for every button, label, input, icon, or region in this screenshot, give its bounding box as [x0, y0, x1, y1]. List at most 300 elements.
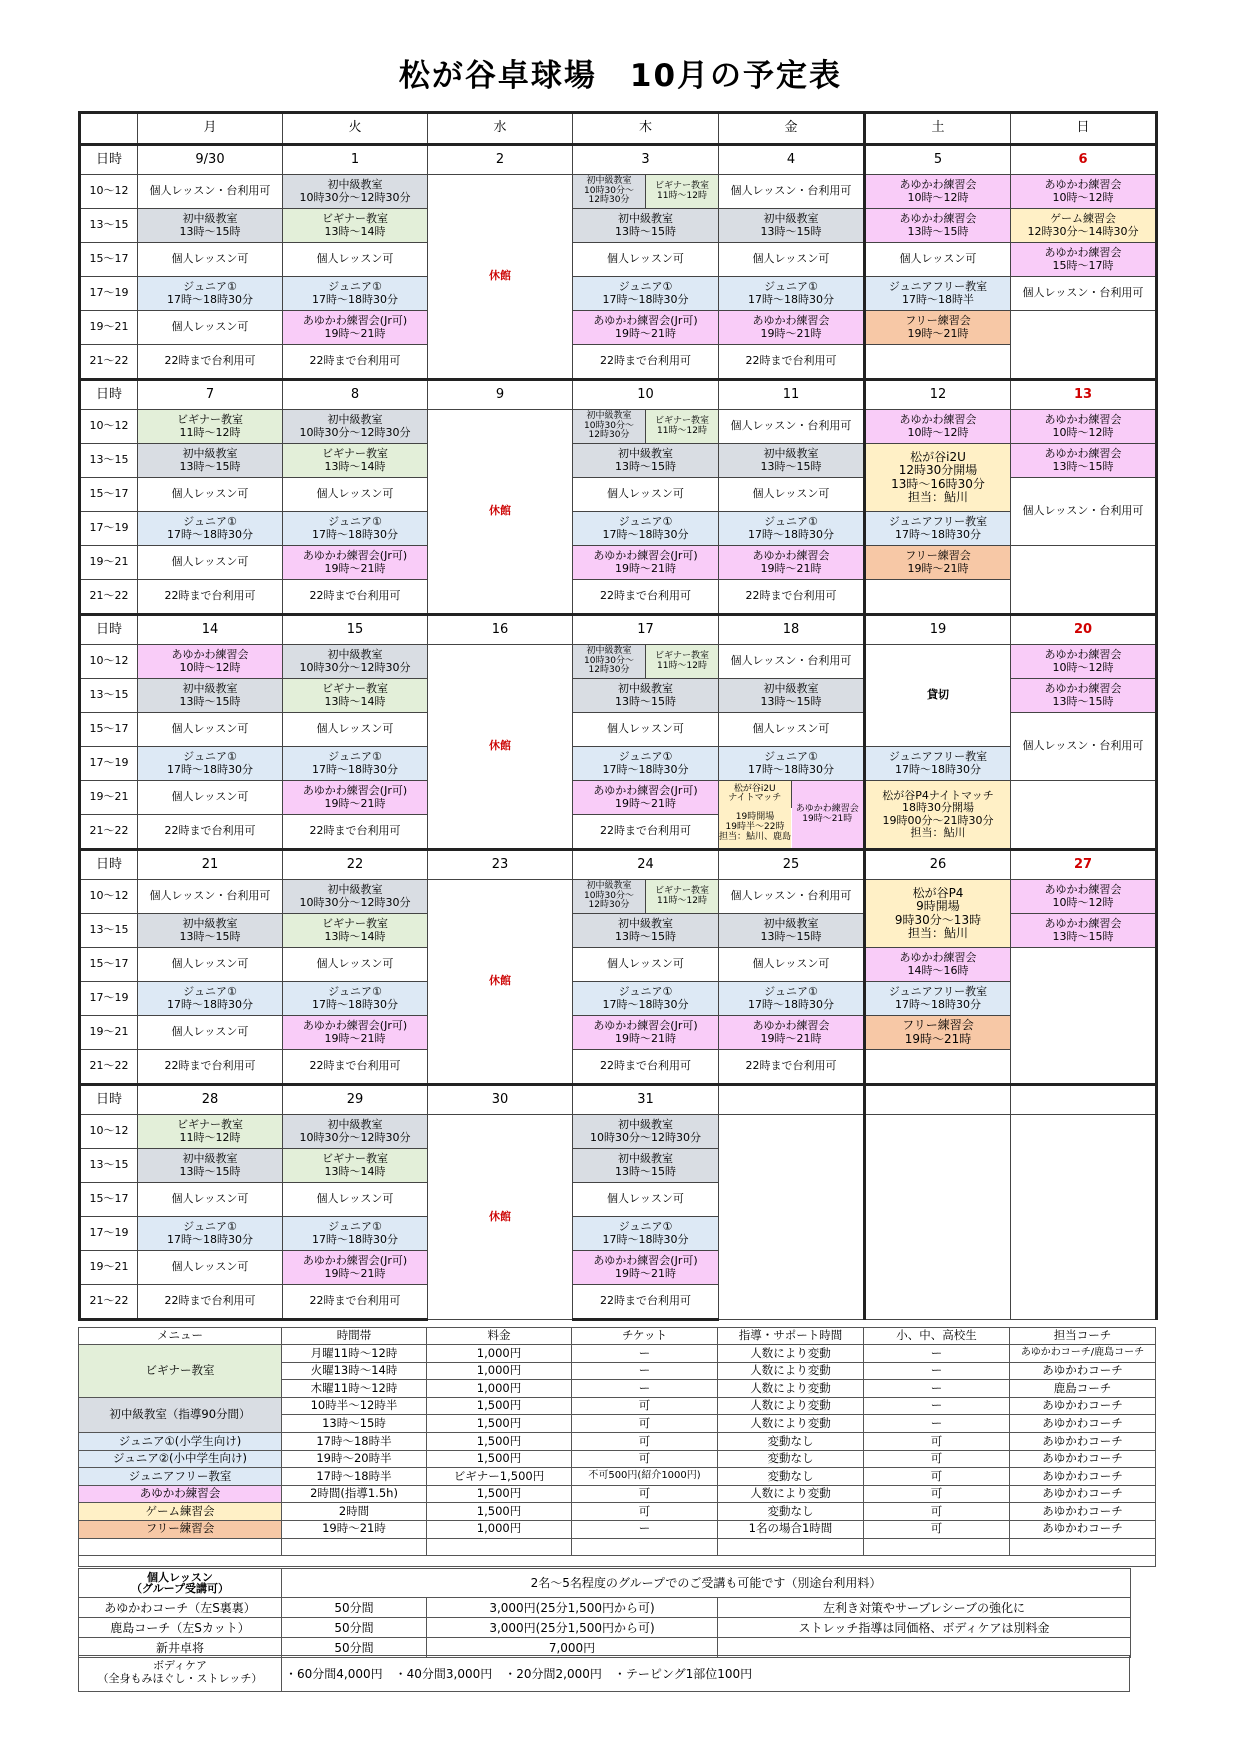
menu-student-cell: 可: [864, 1503, 1010, 1521]
menu-name-cell: ビギナー教室: [79, 1345, 282, 1398]
menu-coach-cell: あゆかわコーチ: [1010, 1397, 1156, 1415]
menu-header: メニュー: [79, 1328, 282, 1345]
time-slot-label: 15～17: [80, 713, 138, 747]
fri-cell: 個人レッスン・台利用可: [719, 645, 865, 679]
thu-beginner-cell: ビギナー教室 11時～12時: [646, 645, 719, 678]
date-cell: 12: [865, 380, 1011, 410]
date-cell: [1011, 1085, 1157, 1115]
mon-cell: 22時まで台利用可: [138, 345, 283, 380]
menu-student-cell: 可: [864, 1468, 1010, 1486]
time-slot-label: 17～19: [80, 512, 138, 546]
fri-cell: ジュニア① 17時～18時30分: [719, 277, 865, 311]
menu-fee-cell: 1,000円: [427, 1520, 572, 1538]
fri-cell: あゆかわ練習会 19時～21時: [719, 1016, 865, 1050]
tue-cell: ジュニア① 17時～18時30分: [283, 1217, 428, 1251]
menu-support-cell: 変動なし: [718, 1432, 864, 1450]
mon-cell: ジュニア① 17時～18時30分: [138, 1217, 283, 1251]
bodycare-items: ・60分間4,000円 ・40分間3,000円 ・20分間2,000円 ・テーピング1部位100円: [285, 1667, 753, 1681]
time-slot-label: 21～22: [80, 345, 138, 380]
thu-cell: 初中級教室 10時30分～12時30分: [573, 1115, 719, 1149]
menu-support-cell: 変動なし: [718, 1503, 864, 1521]
day-header: 金: [719, 113, 865, 145]
mon-cell: 22時まで台利用可: [138, 1285, 283, 1320]
sun-cell: 個人レッスン・台利用可: [1011, 277, 1157, 311]
mon-cell: 初中級教室 13時～15時: [138, 1149, 283, 1183]
thu-shochu-cell: 初中級教室 10時30分～ 12時30分: [573, 175, 646, 208]
sat-cell: あゆかわ練習会 10時～12時: [865, 175, 1011, 209]
tue-cell: 初中級教室 10時30分～12時30分: [283, 880, 428, 914]
tue-cell: ビギナー教室 13時～14時: [283, 914, 428, 948]
mon-cell: 個人レッスン可: [138, 478, 283, 512]
thu-cell: ジュニア① 17時～18時30分: [573, 982, 719, 1016]
menu-time-cell: 13時～15時: [282, 1415, 427, 1433]
date-cell: 29: [283, 1085, 428, 1115]
date-cell: 10: [573, 380, 719, 410]
time-slot-label: 19～21: [80, 1251, 138, 1285]
sun-cell: ゲーム練習会 12時30分～14時30分: [1011, 209, 1157, 243]
mon-cell: 個人レッスン可: [138, 781, 283, 815]
tue-cell: ジュニア① 17時～18時30分: [283, 747, 428, 781]
sat-cell: ジュニアフリー教室 17時～18時半: [865, 277, 1011, 311]
time-slot-label: 13～15: [80, 209, 138, 243]
menu-time-cell: 17時～18時半: [282, 1468, 427, 1486]
time-slot-label: 15～17: [80, 478, 138, 512]
menu-ticket-cell: ー: [572, 1362, 718, 1380]
menu-fee-cell: 1,500円: [427, 1415, 572, 1433]
sun-cell: あゆかわ練習会 10時～12時: [1011, 880, 1157, 914]
menu-fee-cell: 1,500円: [427, 1432, 572, 1450]
sat-empty-cell: [865, 1050, 1011, 1085]
menu-coach-cell: あゆかわコーチ: [1010, 1468, 1156, 1486]
mon-cell: ジュニア① 17時～18時30分: [138, 747, 283, 781]
mon-cell: 初中級教室 13時～15時: [138, 914, 283, 948]
thu-cell: あゆかわ練習会(Jr可) 19時～21時: [573, 546, 719, 580]
time-slot-label: 21～22: [80, 1285, 138, 1320]
mon-cell: 22時まで台利用可: [138, 1050, 283, 1085]
fri-cell: あゆかわ練習会 19時～21時: [719, 546, 865, 580]
fri-night-cell: [719, 781, 865, 850]
menu-ticket-cell: 可: [572, 1432, 718, 1450]
sat-empty-cell: [865, 1115, 1011, 1320]
time-slot-label: 15～17: [80, 948, 138, 982]
menu-support-cell: 変動なし: [718, 1450, 864, 1468]
menu-fee-cell: 1,000円: [427, 1362, 572, 1380]
time-slot-label: 19～21: [80, 1016, 138, 1050]
menu-student-cell: ー: [864, 1345, 1010, 1363]
tue-cell: 個人レッスン可: [283, 478, 428, 512]
lesson-fee-cell: 3,000円(25分1,500円から可): [427, 1598, 718, 1618]
date-cell: 9/30: [138, 145, 283, 175]
menu-fee-cell: 1,500円: [427, 1503, 572, 1521]
wed-closed-cell: 休館: [428, 645, 573, 850]
time-slot-label: 21～22: [80, 1050, 138, 1085]
date-cell: 19: [865, 615, 1011, 645]
day-header: 木: [573, 113, 719, 145]
thu-cell: 22時まで台利用可: [573, 580, 719, 615]
private-lesson-table: [78, 1568, 1131, 1658]
date-cell: 14: [138, 615, 283, 645]
thu-cell: あゆかわ練習会(Jr可) 19時～21時: [573, 1251, 719, 1285]
fri-cell: 個人レッスン・台利用可: [719, 410, 865, 444]
menu-student-cell: 可: [864, 1432, 1010, 1450]
time-slot-label: 19～21: [80, 546, 138, 580]
thu-cell: 個人レッスン可: [573, 243, 719, 277]
mon-cell: 個人レッスン可: [138, 713, 283, 747]
menu-empty-cell: [864, 1538, 1010, 1556]
lesson-fee-cell: 7,000円: [427, 1638, 718, 1658]
date-cell: 13: [1011, 380, 1157, 410]
tue-cell: 22時まで台利用可: [283, 580, 428, 615]
tue-cell: あゆかわ練習会(Jr可) 19時～21時: [283, 781, 428, 815]
thu-shochu-cell: 初中級教室 10時30分～ 12時30分: [573, 645, 646, 678]
mon-cell: 個人レッスン可: [138, 1251, 283, 1285]
time-slot-label: 10～12: [80, 410, 138, 444]
thu-beginner-cell: ビギナー教室 11時～12時: [646, 175, 719, 208]
thu-cell: 個人レッスン可: [573, 1183, 719, 1217]
date-cell: 28: [138, 1085, 283, 1115]
mon-cell: ビギナー教室 11時～12時: [138, 1115, 283, 1149]
thu-beginner-cell: ビギナー教室 11時～12時: [646, 410, 719, 443]
sat-cell: あゆかわ練習会 10時～12時: [865, 410, 1011, 444]
time-slot-label: 15～17: [80, 243, 138, 277]
date-cell: 25: [719, 850, 865, 880]
date-cell: 24: [573, 850, 719, 880]
lesson-note-cell: 2名～5名程度のグループでのご受講も可能です（別途台利用料）: [282, 1569, 1131, 1598]
sun-cell: あゆかわ練習会 10時～12時: [1011, 410, 1157, 444]
menu-student-cell: ー: [864, 1380, 1010, 1398]
sun-cell: あゆかわ練習会 13時～15時: [1011, 444, 1157, 478]
time-slot-label: 10～12: [80, 175, 138, 209]
fri-cell: 初中級教室 13時～15時: [719, 209, 865, 243]
menu-time-cell: 月曜11時～12時: [282, 1345, 427, 1363]
i2u-night-details-cell: 19時開場 19時半～22時 担当：鮎川、鹿島: [719, 808, 791, 848]
menu-name-cell: ジュニア②(小中学生向け): [79, 1450, 282, 1468]
thu-cell: 個人レッスン可: [573, 713, 719, 747]
date-cell: 17: [573, 615, 719, 645]
menu-coach-cell: あゆかわコーチ: [1010, 1432, 1156, 1450]
fri-cell: 22時まで台利用可: [719, 1050, 865, 1085]
thu-cell: 初中級教室 13時～15時: [573, 679, 719, 713]
menu-time-cell: 2時間: [282, 1503, 427, 1521]
menu-coach-cell: あゆかわコーチ: [1010, 1450, 1156, 1468]
sat-cell: ジュニアフリー教室 17時～18時30分: [865, 512, 1011, 546]
time-slot-label: 10～12: [80, 1115, 138, 1149]
menu-fee-cell: 1,500円: [427, 1450, 572, 1468]
sat-p4-cell: 松が谷P4 9時開場 9時30分～13時 担当：鮎川: [865, 880, 1011, 948]
menu-coach-cell: あゆかわコーチ: [1010, 1503, 1156, 1521]
tue-cell: 22時まで台利用可: [283, 1285, 428, 1320]
thu-cell: 初中級教室 13時～15時: [573, 209, 719, 243]
sun-cell: 個人レッスン・台利用可: [1011, 478, 1157, 546]
menu-ticket-cell: 可: [572, 1397, 718, 1415]
tue-cell: ビギナー教室 13時～14時: [283, 1149, 428, 1183]
tue-cell: あゆかわ練習会(Jr可) 19時～21時: [283, 1251, 428, 1285]
time-slot-label: 10～12: [80, 645, 138, 679]
tue-cell: 初中級教室 10時30分～12時30分: [283, 175, 428, 209]
thu-cell: 個人レッスン可: [573, 478, 719, 512]
menu-student-cell: 可: [864, 1485, 1010, 1503]
corner-cell: [80, 113, 138, 145]
menu-support-cell: 人数により変動: [718, 1380, 864, 1398]
menu-fee-cell: 1,500円: [427, 1485, 572, 1503]
fri-cell: 個人レッスン可: [719, 948, 865, 982]
sat-empty-cell: [865, 345, 1011, 380]
date-cell: 3: [573, 145, 719, 175]
time-slot-label: 13～15: [80, 1149, 138, 1183]
menu-student-cell: ー: [864, 1415, 1010, 1433]
time-slot-label: 13～15: [80, 444, 138, 478]
tue-cell: 個人レッスン可: [283, 713, 428, 747]
mon-cell: 個人レッスン可: [138, 948, 283, 982]
menu-empty-cell: [427, 1538, 572, 1556]
page-title: 松が谷卓球場 10月の予定表: [398, 58, 843, 94]
menu-time-cell: 19時～21時: [282, 1520, 427, 1538]
thu-split-cell: [573, 175, 719, 209]
fri-cell: 個人レッスン可: [719, 713, 865, 747]
thu-cell: 初中級教室 13時～15時: [573, 1149, 719, 1183]
menu-header: 時間帯: [282, 1328, 427, 1345]
menu-ticket-cell: 可: [572, 1503, 718, 1521]
time-slot-label: 17～19: [80, 982, 138, 1016]
menu-student-cell: 可: [864, 1450, 1010, 1468]
sat-cell: 個人レッスン可: [865, 243, 1011, 277]
sat-p4-night-cell: 松が谷P4ナイトマッチ 18時30分開場 19時00分～21時30分 担当：鮎川: [865, 781, 1011, 850]
sat-cell: ジュニアフリー教室 17時～18時30分: [865, 747, 1011, 781]
menu-time-cell: 10時半～12時半: [282, 1397, 427, 1415]
date-cell: 21: [138, 850, 283, 880]
thu-split-cell: [573, 410, 719, 444]
lesson-coach-cell: 新井卓将: [79, 1638, 282, 1658]
sun-cell: 個人レッスン・台利用可: [1011, 713, 1157, 781]
bodycare-row: [78, 1655, 1130, 1692]
sat-cell: フリー練習会 19時～21時: [865, 311, 1011, 345]
tue-cell: 初中級教室 10時30分～12時30分: [283, 1115, 428, 1149]
thu-cell: 初中級教室 13時～15時: [573, 444, 719, 478]
thu-cell: 初中級教室 13時～15時: [573, 914, 719, 948]
date-cell: 30: [428, 1085, 573, 1115]
time-slot-label: 17～19: [80, 277, 138, 311]
mon-cell: ジュニア① 17時～18時30分: [138, 277, 283, 311]
menu-support-cell: 人数により変動: [718, 1415, 864, 1433]
fri-cell: 初中級教室 13時～15時: [719, 444, 865, 478]
sun-empty-cell: [1011, 546, 1157, 615]
date-cell: [865, 1085, 1011, 1115]
tue-cell: あゆかわ練習会(Jr可) 19時～21時: [283, 546, 428, 580]
sat-cell: フリー練習会 19時～21時: [865, 546, 1011, 580]
menu-time-cell: 19時～20時半: [282, 1450, 427, 1468]
date-cell: 27: [1011, 850, 1157, 880]
fri-cell: 初中級教室 13時～15時: [719, 914, 865, 948]
lesson-title-cell: 個人レッスン （グループ受講可）: [79, 1569, 282, 1598]
thu-cell: 個人レッスン可: [573, 948, 719, 982]
sun-cell: あゆかわ練習会 10時～12時: [1011, 175, 1157, 209]
date-label: 日時: [80, 850, 138, 880]
tue-cell: 22時まで台利用可: [283, 815, 428, 850]
date-cell: 15: [283, 615, 428, 645]
mon-cell: ビギナー教室 11時～12時: [138, 410, 283, 444]
wed-closed-cell: 休館: [428, 410, 573, 615]
menu-coach-cell: あゆかわコーチ: [1010, 1520, 1156, 1538]
sun-empty-cell: [1011, 948, 1157, 1085]
date-label: 日時: [80, 615, 138, 645]
menu-student-cell: 可: [864, 1520, 1010, 1538]
mon-cell: 個人レッスン可: [138, 243, 283, 277]
fri-cell: ジュニア① 17時～18時30分: [719, 982, 865, 1016]
menu-ticket-cell: 可: [572, 1450, 718, 1468]
time-slot-label: 17～19: [80, 747, 138, 781]
thu-cell: 22時まで台利用可: [573, 1285, 719, 1320]
bodycare-label: ボディケア （全身もみほぐし・ストレッチ）: [79, 1656, 282, 1691]
mon-cell: 初中級教室 13時～15時: [138, 444, 283, 478]
lesson-time-cell: 50分間: [282, 1638, 427, 1658]
i2u-night-match-cell: 松が谷i2U ナイトマッチ: [719, 781, 791, 808]
menu-name-cell: フリー練習会: [79, 1520, 282, 1538]
date-cell: 26: [865, 850, 1011, 880]
menu-coach-cell: あゆかわコーチ: [1010, 1415, 1156, 1433]
thu-shochu-cell: 初中級教室 10時30分～ 12時30分: [573, 410, 646, 443]
sun-cell: あゆかわ練習会 15時～17時: [1011, 243, 1157, 277]
fri-cell: あゆかわ練習会 19時～21時: [719, 311, 865, 345]
menu-empty-cell: [718, 1538, 864, 1556]
wed-closed-cell: 休館: [428, 1115, 573, 1320]
date-cell: 4: [719, 145, 865, 175]
fri-cell: 個人レッスン・台利用可: [719, 175, 865, 209]
menu-name-cell: 初中級教室（指導90分間）: [79, 1397, 282, 1432]
menu-time-cell: 17時～18時半: [282, 1432, 427, 1450]
fri-cell: 個人レッスン可: [719, 243, 865, 277]
time-slot-label: 13～15: [80, 679, 138, 713]
time-slot-label: 13～15: [80, 914, 138, 948]
menu-empty-cell: [572, 1538, 718, 1556]
sun-cell: あゆかわ練習会 13時～15時: [1011, 679, 1157, 713]
tue-cell: あゆかわ練習会(Jr可) 19時～21時: [283, 1016, 428, 1050]
thu-cell: あゆかわ練習会(Jr可) 19時～21時: [573, 781, 719, 815]
menu-empty-cell: [282, 1538, 427, 1556]
thu-beginner-cell: ビギナー教室 11時～12時: [646, 880, 719, 913]
menu-ticket-cell: 不可500円(紹介1000円): [572, 1468, 718, 1486]
date-cell: 31: [573, 1085, 719, 1115]
menu-name-cell: ジュニアフリー教室: [79, 1468, 282, 1486]
day-header: 土: [865, 113, 1011, 145]
tue-cell: 個人レッスン可: [283, 948, 428, 982]
sun-cell: あゆかわ練習会 10時～12時: [1011, 645, 1157, 679]
time-slot-label: 17～19: [80, 1217, 138, 1251]
fri-ayukawa-cell: あゆかわ練習会 19時～21時: [791, 781, 863, 848]
thu-split-cell: [573, 880, 719, 914]
sat-reserved-cell: 貸切: [865, 645, 1011, 747]
date-label: 日時: [80, 1085, 138, 1115]
sun-cell: あゆかわ練習会 13時～15時: [1011, 914, 1157, 948]
day-header: 月: [138, 113, 283, 145]
lesson-remark-cell: 左利き対策やサーブレシーブの強化に: [718, 1598, 1131, 1618]
date-cell: 5: [865, 145, 1011, 175]
mon-cell: 22時まで台利用可: [138, 815, 283, 850]
sat-cell: あゆかわ練習会 13時～15時: [865, 209, 1011, 243]
menu-coach-cell: 鹿島コーチ: [1010, 1380, 1156, 1398]
sun-empty-cell: [1011, 1115, 1157, 1320]
lesson-remark-cell: ストレッチ指導は同価格、ボディケアは別料金: [718, 1618, 1131, 1638]
thu-split-cell: [573, 645, 719, 679]
tue-cell: ビギナー教室 13時～14時: [283, 444, 428, 478]
day-header: 火: [283, 113, 428, 145]
menu-price-table: [78, 1327, 1156, 1567]
menu-spacer-cell: [79, 1556, 1156, 1567]
date-cell: [719, 1085, 865, 1115]
time-slot-label: 21～22: [80, 580, 138, 615]
time-slot-label: 19～21: [80, 311, 138, 345]
tue-cell: 個人レッスン可: [283, 243, 428, 277]
menu-time-cell: 火曜13時～14時: [282, 1362, 427, 1380]
thu-cell: ジュニア① 17時～18時30分: [573, 747, 719, 781]
fri-cell: 個人レッスン・台利用可: [719, 880, 865, 914]
mon-cell: 個人レッスン・台利用可: [138, 175, 283, 209]
menu-support-cell: 人数により変動: [718, 1397, 864, 1415]
mon-cell: 個人レッスン可: [138, 1016, 283, 1050]
date-cell: 16: [428, 615, 573, 645]
lesson-time-cell: 50分間: [282, 1598, 427, 1618]
menu-fee-cell: 1,000円: [427, 1380, 572, 1398]
fri-cell: 22時まで台利用可: [719, 345, 865, 380]
sat-i2u-cell: 松が谷i2U 12時30分開場 13時～16時30分 担当：鮎川: [865, 444, 1011, 512]
fri-cell: 初中級教室 13時～15時: [719, 679, 865, 713]
menu-empty-cell: [79, 1538, 282, 1556]
lesson-coach-cell: 鹿島コーチ（左Sカット）: [79, 1618, 282, 1638]
menu-support-cell: 人数により変動: [718, 1345, 864, 1363]
menu-name-cell: ゲーム練習会: [79, 1503, 282, 1521]
menu-student-cell: ー: [864, 1362, 1010, 1380]
date-cell: 22: [283, 850, 428, 880]
fri-cell: 22時まで台利用可: [719, 580, 865, 615]
menu-header: 料金: [427, 1328, 572, 1345]
mon-cell: 初中級教室 13時～15時: [138, 679, 283, 713]
mon-cell: 初中級教室 13時～15時: [138, 209, 283, 243]
menu-time-cell: 木曜11時～12時: [282, 1380, 427, 1398]
menu-header: チケット: [572, 1328, 718, 1345]
date-cell: 20: [1011, 615, 1157, 645]
lesson-fee-cell: 3,000円(25分1,500円から可): [427, 1618, 718, 1638]
tue-cell: ジュニア① 17時～18時30分: [283, 277, 428, 311]
fri-empty-cell: [719, 1115, 865, 1320]
menu-support-cell: 変動なし: [718, 1468, 864, 1486]
thu-cell: ジュニア① 17時～18時30分: [573, 512, 719, 546]
thu-shochu-cell: 初中級教室 10時30分～ 12時30分: [573, 880, 646, 913]
menu-support-cell: 1名の場合1時間: [718, 1520, 864, 1538]
tue-cell: あゆかわ練習会(Jr可) 19時～21時: [283, 311, 428, 345]
date-cell: 9: [428, 380, 573, 410]
tue-cell: ジュニア① 17時～18時30分: [283, 982, 428, 1016]
thu-cell: あゆかわ練習会(Jr可) 19時～21時: [573, 311, 719, 345]
fri-cell: ジュニア① 17時～18時30分: [719, 747, 865, 781]
mon-cell: あゆかわ練習会 10時～12時: [138, 645, 283, 679]
menu-header: 担当コーチ: [1010, 1328, 1156, 1345]
thu-cell: ジュニア① 17時～18時30分: [573, 277, 719, 311]
time-slot-label: 19～21: [80, 781, 138, 815]
schedule-table: [78, 111, 1158, 1321]
thu-cell: 22時まで台利用可: [573, 345, 719, 380]
time-slot-label: 15～17: [80, 1183, 138, 1217]
day-header: 水: [428, 113, 573, 145]
mon-cell: 個人レッスン可: [138, 546, 283, 580]
menu-ticket-cell: ー: [572, 1380, 718, 1398]
mon-cell: 個人レッスン可: [138, 1183, 283, 1217]
date-cell: 18: [719, 615, 865, 645]
day-header: 日: [1011, 113, 1157, 145]
date-cell: 8: [283, 380, 428, 410]
date-cell: 1: [283, 145, 428, 175]
menu-ticket-cell: 可: [572, 1485, 718, 1503]
wed-closed-cell: 休館: [428, 175, 573, 380]
tue-cell: 22時まで台利用可: [283, 1050, 428, 1085]
